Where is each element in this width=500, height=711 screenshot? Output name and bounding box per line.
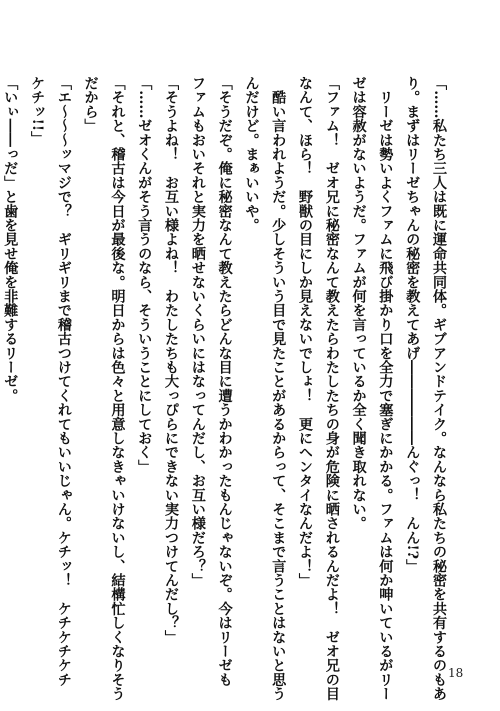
text-line: ゼは容赦がないようだ。ファムが何を言っているか全く聞き取れない。 bbox=[350, 76, 367, 531]
text-line: だから」 bbox=[82, 76, 99, 133]
vertical-text-body bbox=[0, 76, 452, 701]
text-line: 「そうよね！ お互い様よね！ わたしたちも大っぴらにできない実力つけてんだし？」 bbox=[163, 76, 180, 644]
text-line: 「ファム！ ゼオ兄に秘密なんて教えたらわたしたちの身が危険に晒されるんだよ！ ゼオ兄の目 bbox=[323, 76, 340, 701]
text-line: 「いぃ――っだ」と歯を見せ俺を非難するリーゼ。 bbox=[2, 76, 19, 403]
text-line: リーゼは勢いよくファムに飛び掛かり口を全力で塞ぎにかかる。ファムは何か呻いているがリー bbox=[377, 76, 394, 701]
text-line: り。まずはリーゼちゃんの秘密を教えてあげ――――――んぐっ！ んん!?」 bbox=[404, 76, 421, 574]
text-line: ファムもおいそれと実力を晒せないくらいにはなってんだし、お互い様だろ？」 bbox=[189, 76, 206, 588]
text-line: 「そうだぞ。俺に秘密なんて教えたらどんな目に遭うかわかったもんじゃないぞ。今はリーゼも bbox=[216, 76, 233, 687]
text-line: 「エ～～～ッマジで？ ギリギリまで稽古つけてくれてもいいじゃん。ケチッ！ ケチケチケチ bbox=[55, 76, 72, 687]
text-line: 「……ゼオくんがそう言うのなら、そういうことにしておく」 bbox=[136, 76, 153, 474]
text-line: なんて、ほら！ 野獣の目にしか見えないでしょ！ 更にヘンタイなんだよ！」 bbox=[297, 76, 314, 588]
text-line: 酷い言われようだ。少しそういう目で見たことがあるからって、そこまで言うことはないと思う bbox=[270, 76, 287, 701]
text-line: ケチッ!!」 bbox=[29, 76, 46, 146]
text-line: んだけど。まぁいいや。 bbox=[243, 76, 260, 233]
text-line: 「……私たち三人は既に運命共同体。ギブアンドテイク。なんなら私たちの秘密を共有するのもあ bbox=[431, 76, 447, 701]
page-number: 18 bbox=[448, 666, 464, 680]
text-line: 「それと、稽古は今日が最後な。明日からは色々と用意しなきゃいけないし、結構忙しくなりそう bbox=[109, 76, 126, 701]
